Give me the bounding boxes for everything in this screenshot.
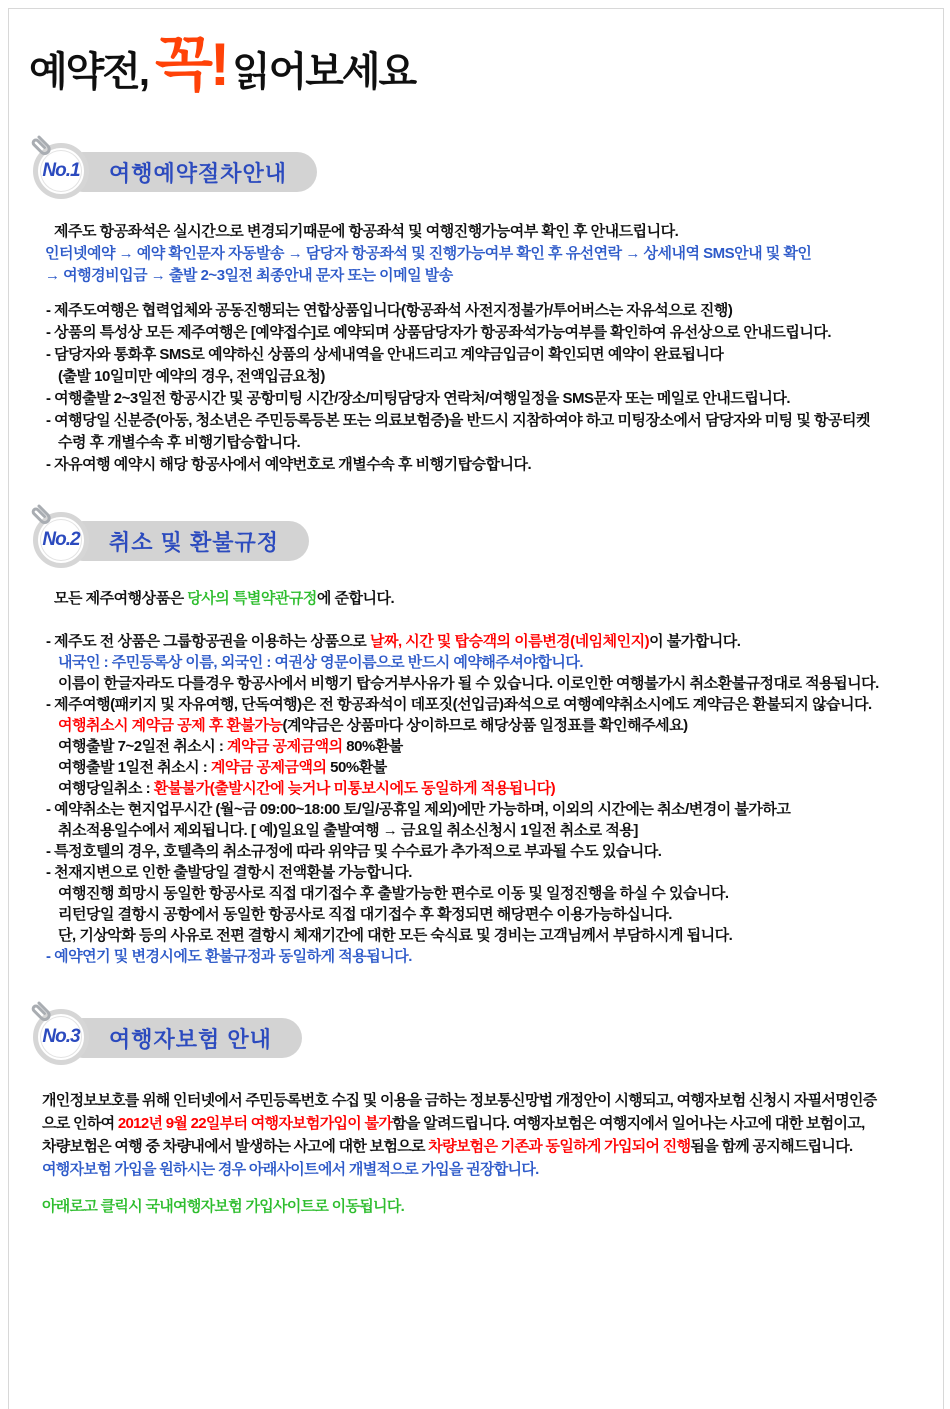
text-line: [9, 432, 943, 454]
text-line: [9, 1195, 943, 1218]
text-segment: 당사의 특별약관규정: [187, 590, 317, 607]
text-segment: 날짜, 시간 및 탑승객의 이름변경(네임체인지): [369, 633, 650, 650]
text-line: [9, 243, 943, 265]
section-badge: [33, 512, 453, 570]
text-segment: 수령 후 개별수속 후 비행기탑승합니다.: [58, 434, 301, 451]
section-body: [9, 588, 943, 967]
text-line: [9, 841, 943, 862]
text-line: [9, 322, 943, 344]
text-line: [9, 344, 943, 366]
text-segment: 이름이 한글자라도 다를경우 항공사에서 비행기 탑승거부사유가 될 수 있습니다. 이로인한 여행불가시 취소환불규정대로 적용됩니다.: [58, 675, 879, 692]
text-segment: 여행당일취소 :: [58, 780, 154, 797]
text-segment: 차량보험은 기존과 동일하게 가입되어 진행: [428, 1138, 691, 1155]
text-segment: - 특정호텔의 경우, 호텔측의 취소규정에 따라 위약금 및 수수료가 추가적으로 부과될 수도 있습니다.: [46, 843, 662, 860]
text-line: [9, 652, 943, 673]
text-line: [9, 1158, 943, 1181]
text-segment: 내국인 : 주민등록상 이름, 외국인 : 여권상 영문이름으로 반드시 예약해주셔야합니다.: [58, 654, 583, 671]
text-segment: 2012년 9월 22일부터 여행자보험가입이 불가: [117, 1115, 393, 1132]
text-segment: 이 불가합니다.: [649, 633, 741, 650]
section-badge: [33, 1009, 453, 1067]
section-body: [9, 1089, 943, 1218]
text-segment: - 여행출발 2~3일전 항공시간 및 공항미팅 시간/장소/미팅담당자 연락처/여행일정을 SMS문자 또는 메일로 안내드립니다.: [46, 390, 791, 407]
text-segment: 여행출발 1일전 취소시 :: [58, 759, 211, 776]
text-segment: 여행출발 7~2일전 취소시 :: [58, 738, 228, 755]
section-heading-pill: [63, 152, 317, 192]
text-segment: 단, 기상악화 등의 사유로 전편 결항시 체재기간에 대한 모든 숙식료 및 경비는 고객님께서 부담하시게 됩니다.: [58, 927, 733, 944]
text-segment: 여행취소시 계약금 공제 후 환불가능: [58, 717, 283, 734]
text-segment: (출발 10일미만 예약의 경우, 전액입금요청): [58, 368, 325, 385]
text-segment: - 자유여행 예약시 해당 항공사에서 예약번호로 개별수속 후 비행기탑승합니다.: [46, 456, 532, 473]
text-line: [9, 454, 943, 476]
text-segment: 리턴당일 결항시 공항에서 동일한 항공사로 직접 대기접수 후 확정되면 해당편수 이용가능하십니다.: [58, 906, 672, 923]
text-segment: - 제주도여행은 협력업체와 공동진행되는 연합상품입니다(항공좌석 사전지정불가/투어버스는 자유석으로 진행): [46, 302, 733, 319]
text-segment: 됨을 함께 공지해드립니다.: [690, 1138, 853, 1155]
section: [9, 1009, 943, 1218]
text-segment: 에 준합니다.: [316, 590, 395, 607]
section-number: No.2: [42, 529, 80, 550]
text-segment: - 천재지변으로 인한 출발당일 결항시 전액환불 가능합니다.: [46, 864, 412, 881]
text-line: [9, 757, 943, 778]
text-line: [9, 221, 943, 243]
text-segment: 여행자보험 가입을 원하시는 경우 아래사이트에서 개별적으로 가입을 권장합니다.: [42, 1161, 539, 1178]
text-line: [9, 799, 943, 820]
text-line: [9, 366, 943, 388]
text-segment: 으로 인하여: [42, 1115, 118, 1132]
text-segment: - 상품의 특성상 모든 제주여행은 [예약접수]로 예약되며 상품담당자가 항공좌석가능여부를 확인하여 유선상으로 안내드립니다.: [46, 324, 831, 341]
text-segment: 50%환불: [326, 759, 387, 776]
text-line: [9, 265, 943, 287]
text-line: [9, 1135, 943, 1158]
section-heading-pill: [63, 1018, 302, 1058]
section-heading: 여행예약절차안내: [109, 160, 288, 186]
section-heading: 여행자보험 안내: [109, 1026, 272, 1052]
sections: [9, 143, 943, 1218]
section-number: No.1: [42, 160, 80, 181]
text-line: [9, 388, 943, 410]
text-segment: 차량보험은 여행 중 차량내에서 발생하는 사고에 대한 보험으로: [42, 1138, 429, 1155]
text-segment: 80%환불: [342, 738, 403, 755]
text-line: [9, 778, 943, 799]
text-segment: 제주도 항공좌석은 실시간으로 변경되기때문에 항공좌석 및 여행진행가능여부 확인 후 안내드립니다.: [54, 223, 679, 240]
page-title-post: 읽어보세요: [232, 50, 416, 94]
text-line: [9, 1089, 943, 1112]
text-segment: - 제주도 전 상품은 그룹항공권을 이용하는 상품으로: [46, 633, 370, 650]
text-segment: → 여행경비입금 → 출발 2~3일전 최종안내 문자 또는 이메일 발송: [45, 267, 453, 284]
section-number: No.3: [42, 1026, 80, 1047]
text-line: [9, 673, 943, 694]
text-segment: 아래로고 클릭시 국내여행자보험 가입사이트로 이동됩니다.: [42, 1198, 405, 1215]
text-line: [9, 862, 943, 883]
text-segment: - 예약취소는 현지업무시간 (월~금 09:00~18:00 토/일/공휴일 제외)에만 가능하며, 이외의 시간에는 취소/변경이 불가하고: [46, 801, 791, 818]
text-line: [9, 736, 943, 757]
text-line: [9, 300, 943, 322]
text-line: [9, 946, 943, 967]
text-line: [9, 904, 943, 925]
text-segment: 계약금 공제금액의: [227, 738, 343, 755]
text-line: [9, 883, 943, 904]
text-segment: 환불불가(출발시간에 늦거나 미통보시에도 동일하게 적용됩니다): [153, 780, 556, 797]
section-heading-pill: [63, 521, 309, 561]
text-line: [9, 588, 943, 609]
text-segment: 계약금 공제금액의: [210, 759, 327, 776]
text-line: [9, 820, 943, 841]
notice-frame: [8, 8, 944, 1409]
page-title-emphasis: 꼭!: [155, 31, 227, 98]
page-title: [29, 31, 943, 113]
text-line: [9, 410, 943, 432]
section-body: [9, 221, 943, 476]
text-segment: 함을 알려드립니다. 여행자보험은 여행지에서 일어나는 사고에 대한 보험이고,: [392, 1115, 865, 1132]
section-heading: 취소 및 환불규정: [109, 529, 279, 555]
text-segment: - 여행당일 신분증(아동, 청소년은 주민등록등본 또는 의료보험증)을 반드시 지참하여야 하고 미팅장소에서 담당자와 미팅 및 항공티켓: [46, 412, 870, 429]
text-segment: (계약금은 상품마다 상이하므로 해당상품 일정표를 확인해주세요): [282, 717, 688, 734]
text-line: [9, 1112, 943, 1135]
text-segment: 인터넷예약 → 예약 확인문자 자동발송 → 담당자 항공좌석 및 진행가능여부 확인 후 유선연락 → 상세내역 SMS안내 및 확인: [45, 245, 812, 262]
text-segment: - 담당자와 통화후 SMS로 예약하신 상품의 상세내역을 안내드리고 계약금입금이 확인되면 예약이 완료됩니다: [46, 346, 724, 363]
paperclip-icon: [24, 996, 54, 1031]
text-segment: 취소적용일수에서 제외됩니다. [ 예)일요일 출발여행 → 금요일 취소신청시 1일전 취소로 적용]: [58, 822, 638, 839]
section-badge: [33, 143, 453, 201]
text-segment: 여행진행 희망시 동일한 항공사로 직접 대기접수 후 출발가능한 편수로 이동 및 일정진행을 하실 수 있습니다.: [58, 885, 729, 902]
text-line: [9, 715, 943, 736]
paperclip-icon: [24, 130, 54, 165]
text-segment: - 제주여행(패키지 및 자유여행, 단독여행)은 전 항공좌석이 데포짓(선입금)좌석으로 여행예약취소시에도 계약금은 환불되지 않습니다.: [46, 696, 872, 713]
section: [9, 143, 943, 476]
page-title-pre: 예약전,: [29, 50, 149, 94]
text-segment: - 예약연기 및 변경시에도 환불규정과 동일하게 적용됩니다.: [46, 948, 412, 965]
text-line: [9, 694, 943, 715]
text-line: [9, 925, 943, 946]
text-segment: 개인정보보호를 위해 인터넷에서 주민등록번호 수집 및 이용을 금하는 정보통신망법 개정안이 시행되고, 여행자보험 신청시 자필서명인증: [42, 1092, 877, 1109]
text-segment: 모든 제주여행상품은: [54, 590, 188, 607]
paperclip-icon: [24, 499, 54, 534]
text-line: [9, 631, 943, 652]
section: [9, 512, 943, 967]
